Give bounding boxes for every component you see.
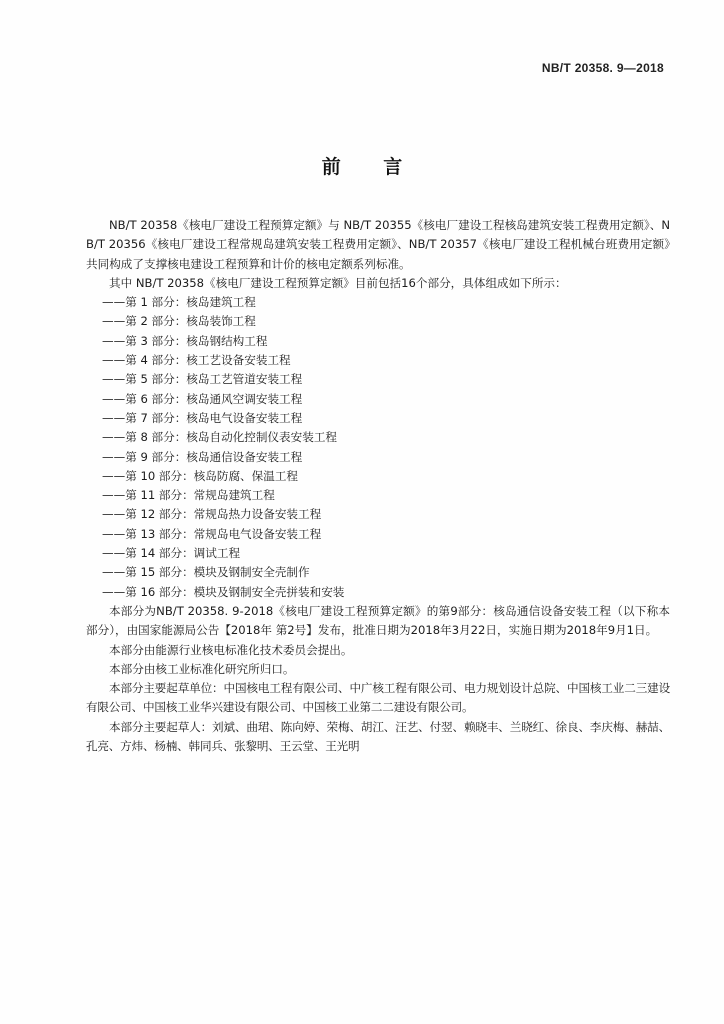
this-part-paragraph: 本部分为NB/T 20358. 9-2018《核电厂建设工程预算定额》的第9部分：核岛通信设备安装工程（以下称本部分），由国家能源局公告【2018年 第2号】发布，批准日期为2018年3月22日，实施日期为2018年9月1日。 [86,603,670,638]
list-item: ——第 11 部分：常规岛建筑工程 [102,488,275,503]
list-item: ——第 8 部分：核岛自动化控制仪表安装工程 [102,430,338,445]
managed-by-paragraph: 本部分由核工业标准化研究所归口。 [109,661,295,676]
list-item: ——第 6 部分：核岛通风空调安装工程 [102,391,303,406]
proposed-by-paragraph: 本部分由能源行业核电标准化技术委员会提出。 [109,642,353,657]
drafters-paragraph: 本部分主要起草人：刘斌、曲珺、陈向婷、荣梅、胡江、汪艺、付翌、赖晓丰、兰晓红、徐良、李庆梅、赫喆、孔亮、方炜、杨楠、韩同兵、张黎明、王云堂、王光明 [86,719,670,754]
list-item: ——第 12 部分：常规岛热力设备安装工程 [102,507,322,522]
list-item: ——第 5 部分：核岛工艺管道安装工程 [102,372,303,387]
parts-list [86,293,670,602]
list-item: ——第 4 部分：核工艺设备安装工程 [102,353,291,368]
list-item: ——第 14 部分：调试工程 [102,546,241,561]
list-item: ——第 10 部分：核岛防腐、保温工程 [102,468,299,483]
foreword-body [86,216,670,756]
page-title: 前 言 [321,156,421,178]
list-item: ——第 2 部分：核岛装饰工程 [102,314,256,329]
list-item: ——第 7 部分：核岛电气设备安装工程 [102,410,303,425]
drafting-units-paragraph: 本部分主要起草单位：中国核电工程有限公司、中广核工程有限公司、电力规划设计总院、中国核工业二三建设有限公司、中国核工业华兴建设有限公司、中国核工业第二二建设有限公司。 [86,681,670,715]
list-item: ——第 9 部分：核岛通信设备安装工程 [102,449,303,464]
list-item: ——第 13 部分：常规岛电气设备安装工程 [102,526,322,541]
intro-paragraph: NB/T 20358《核电厂建设工程预算定额》与 NB/T 20355《核电厂建设工程核岛建筑安装工程费用定额》、NB/T 20356《核电厂建设工程常规岛建筑安装工程费用定额》、NB/T 20357《核电厂建设工程机械台班费用定额》共同构成了支撑核电建设工程预算和计价的核电定额系列标准。 [86,218,670,271]
list-item: ——第 1 部分：核岛建筑工程 [102,295,256,310]
standard-code: NB/T 20358. 9—2018 [541,61,664,75]
parts-lead-paragraph: 其中 NB/T 20358《核电厂建设工程预算定额》目前包括16个部分，具体组成如下所示： [109,275,567,290]
list-item: ——第 3 部分：核岛钢结构工程 [102,333,268,348]
list-item: ——第 15 部分：模块及钢制安全壳制作 [102,565,310,580]
list-item: ——第 16 部分：模块及钢制安全壳拼装和安装 [102,584,345,599]
